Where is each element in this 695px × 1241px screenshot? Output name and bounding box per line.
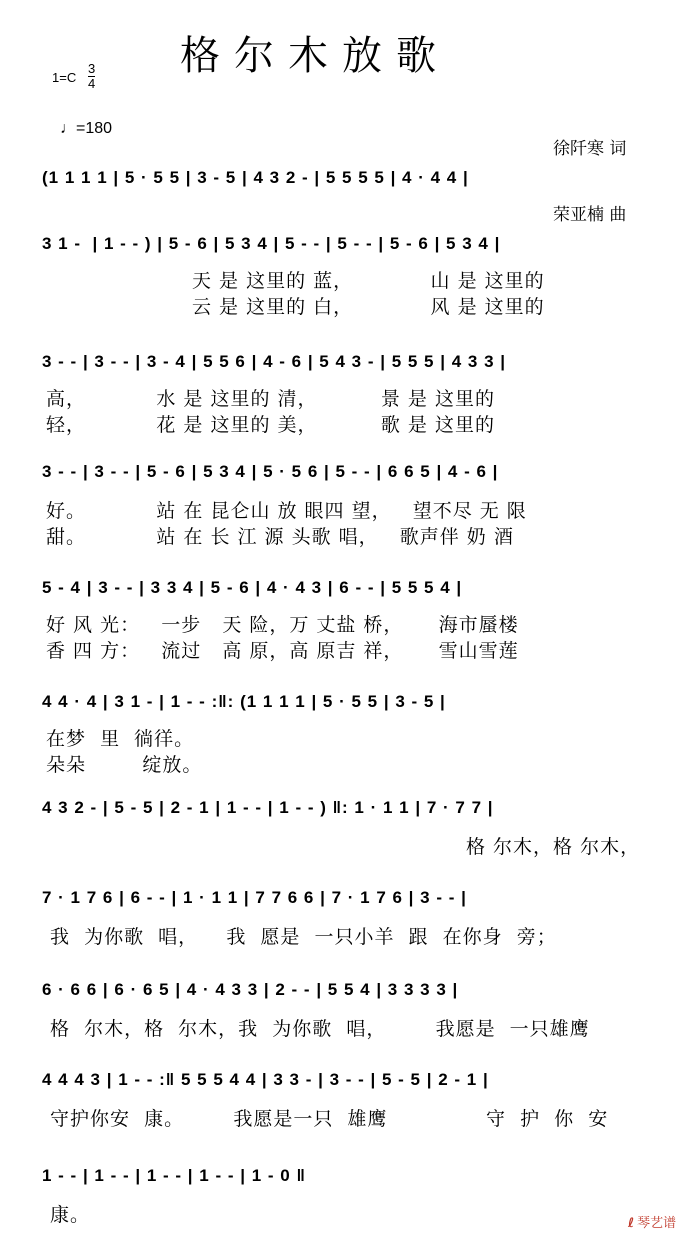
notes-line-11: 1 - - | 1 - - | 1 - - | 1 - - | 1 - 0 ‖ bbox=[42, 1166, 306, 1185]
lyric-line-2-verse-2: 云 是 这里的 白， 风 是 这里的 bbox=[192, 296, 545, 318]
tempo-marking: ♩=180 bbox=[60, 120, 113, 137]
song-title: 格尔木放歌 bbox=[180, 33, 450, 79]
notes-line-6: 4 4 · 4 | 3 1 - | 1 - - :‖: (1 1 1 1 | 5 · 5 5 | 3 - 5 | bbox=[42, 692, 446, 711]
time-signature: 3 4 bbox=[88, 61, 96, 91]
lyric-line-6-verse-2: 朵朵 绽放。 bbox=[46, 754, 203, 776]
lyric-line-8-verse-1: 我 为你歌 唱， 我 愿是 一只小羊 跟 在你身 旁； bbox=[50, 926, 557, 948]
notes-line-10: 4 4 4 3 | 1 - - :‖ 5 5 5 4 4 | 3 3 - | 3 - - | 5 - 5 | 2 - 1 | bbox=[42, 1070, 489, 1089]
quarter-note-icon: ♩ bbox=[60, 120, 76, 137]
composer: 荣亚楠 曲 bbox=[553, 205, 627, 225]
watermark: ℓ 琴艺谱 bbox=[628, 1216, 677, 1231]
notes-line-3: 3 - - | 3 - - | 3 - 4 | 5 5 6 | 4 - 6 | 5 4 3 - | 5 5 5 | 4 3 3 | bbox=[42, 352, 507, 371]
key-signature: 1=C bbox=[52, 70, 77, 85]
logo-icon: ℓ bbox=[628, 1216, 635, 1231]
notes-line-2: 3 1 - | 1 - - ) | 5 - 6 | 5 3 4 | 5 - - | 5 - - | 5 - 6 | 5 3 4 | bbox=[42, 234, 501, 253]
lyricist: 徐阡寒 词 bbox=[553, 139, 627, 159]
lyric-line-5-verse-1: 好 风 光： 一步 天 险，万 丈盐 桥， 海市蜃楼 bbox=[46, 614, 519, 636]
lyric-line-5-verse-2: 香 四 方： 流过 高 原，高 原吉 祥， 雪山雪莲 bbox=[46, 640, 519, 662]
lyric-line-4-verse-2: 甜。 站 在 长 江 源 头歌 唱， 歌声伴 奶 酒 bbox=[46, 526, 514, 548]
notes-line-1: (1 1 1 1 | 5 · 5 5 | 3 - 5 | 4 3 2 - | 5 5 5 5 | 4 · 4 4 | bbox=[42, 168, 469, 187]
lyric-line-9-verse-1: 格 尔木，格 尔木，我 为你歌 唱， 我愿是 一只雄鹰 bbox=[50, 1018, 590, 1040]
lyric-line-6-verse-1: 在梦 里 徜徉。 bbox=[46, 728, 195, 750]
notes-line-7: 4 3 2 - | 5 - 5 | 2 - 1 | 1 - - | 1 - - ) ‖: 1 · 1 1 | 7 · 7 7 | bbox=[42, 798, 494, 817]
notes-line-5: 5 - 4 | 3 - - | 3 3 4 | 5 - 6 | 4 · 4 3 | 6 - - | 5 5 5 4 | bbox=[42, 578, 463, 597]
lyric-line-11-verse-1: 康。 bbox=[50, 1204, 91, 1226]
lyric-line-3-verse-1: 高， 水 是 这里的 清， 景 是 这里的 bbox=[46, 388, 495, 410]
lyric-line-4-verse-1: 好。 站 在 昆仑山 放 眼四 望， 望不尽 无 限 bbox=[46, 500, 527, 522]
notes-line-8: 7 · 1 7 6 | 6 - - | 1 · 1 1 | 7 7 6 6 | 7 · 1 7 6 | 3 - - | bbox=[42, 888, 467, 907]
lyric-line-10-verse-1: 守护你安 康。 我愿是一只 雄鹰 守 护 你 安 bbox=[50, 1108, 609, 1130]
lyric-line-2-verse-1: 天 是 这里的 蓝， 山 是 这里的 bbox=[192, 270, 545, 292]
credits bbox=[553, 94, 626, 248]
notes-line-4: 3 - - | 3 - - | 5 - 6 | 5 3 4 | 5 · 5 6 | 5 - - | 6 6 5 | 4 - 6 | bbox=[42, 462, 499, 481]
lyric-line-3-verse-2: 轻， 花 是 这里的 美， 歌 是 这里的 bbox=[46, 414, 495, 436]
notes-line-9: 6 · 6 6 | 6 · 6 5 | 4 · 4 3 3 | 2 - - | 5 5 4 | 3 3 3 3 | bbox=[42, 980, 459, 999]
lyric-line-7-verse-1: 格 尔木，格 尔木， bbox=[466, 836, 641, 858]
